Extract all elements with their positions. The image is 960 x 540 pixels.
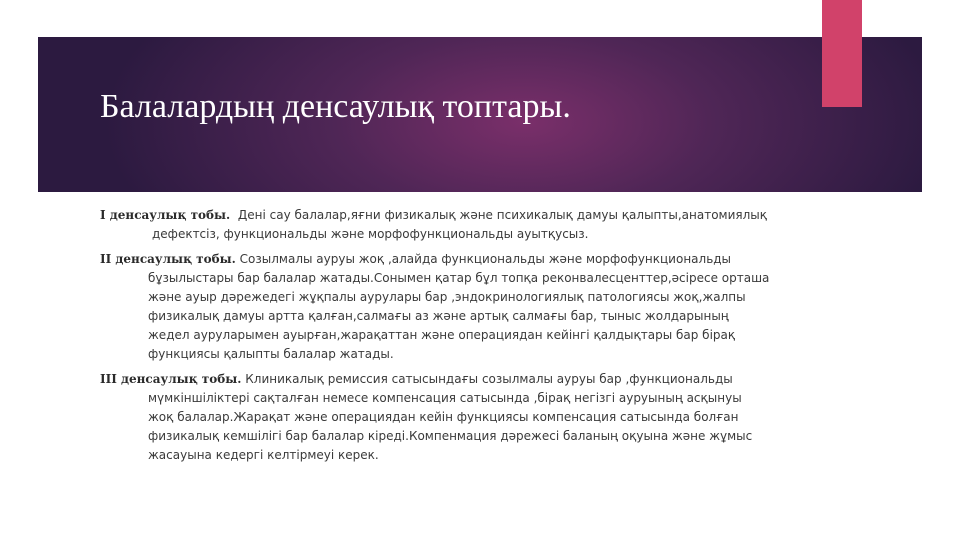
group-2-text-line: бұзылыстары бар балалар жатады.Сонымен қатар бұл топқа реконвалесценттер,әсіресе орташа: [148, 271, 770, 285]
group-2-text-line: жедел ауруларымен ауырған,жарақаттан және операциядан кейінгі қалдықтары бар бірақ: [148, 328, 736, 342]
group-1-text-line: Дені сау балалар,яғни физикалық және психикалық дамуы қалыпты,анатомиялық: [237, 208, 768, 222]
group-3-text-line: физикалық кемшілігі бар балалар кіреді.Компенмация дәрежесі баланың оқуына және жұмыс: [148, 429, 753, 443]
group-1-label: I денсаулық тобы.: [100, 208, 231, 222]
group-3-text-line: Клиникалық ремиссия сатысындағы созылмалы ауруы бар ,функциональды: [245, 372, 733, 386]
group-3-text-line: жасауына кедергі келтірмеуі керек.: [148, 448, 379, 462]
health-group-2: [100, 250, 800, 364]
slide-title: Балалардың денсаулық топтары.: [100, 88, 571, 125]
content-body: [100, 206, 800, 471]
group-2-first-line: [100, 250, 800, 269]
health-group-1: [100, 206, 800, 244]
group-3-text-line: жоқ балалар.Жарақат және операциядан кейін функциясы компенсация сатысында болған: [148, 410, 739, 424]
group-3-text-line: мүмкіншіліктері сақталған немесе компенсация сатысында ,бірақ негізгі ауруының асқынуы: [148, 391, 742, 405]
group-3-first-line: [100, 370, 800, 389]
group-2-text-line: Созылмалы ауруы жоқ ,алайда функциональды және морфофункциональды: [239, 252, 732, 266]
group-1-text-line: дефектсіз, функциональды және морфофункциональды ауытқусыз.: [152, 227, 589, 241]
health-group-3: [100, 370, 800, 465]
group-2-text-line: және ауыр дәрежедегі жұқпалы аурулары бар ,эндокринологиялық патологиясы жоқ,жалпы: [148, 290, 746, 304]
group-2-text-line: функциясы қалыпты балалар жатады.: [148, 347, 394, 361]
group-3-label: III денсаулық тобы.: [100, 372, 242, 386]
accent-bar: [822, 0, 862, 107]
group-2-text-line: физикалық дамуы артта қалған,салмағы аз және артық салмағы бар, тыныс жолдарының: [148, 309, 729, 323]
group-2-label: II денсаулық тобы.: [100, 252, 236, 266]
group-1-first-line: [100, 206, 800, 225]
